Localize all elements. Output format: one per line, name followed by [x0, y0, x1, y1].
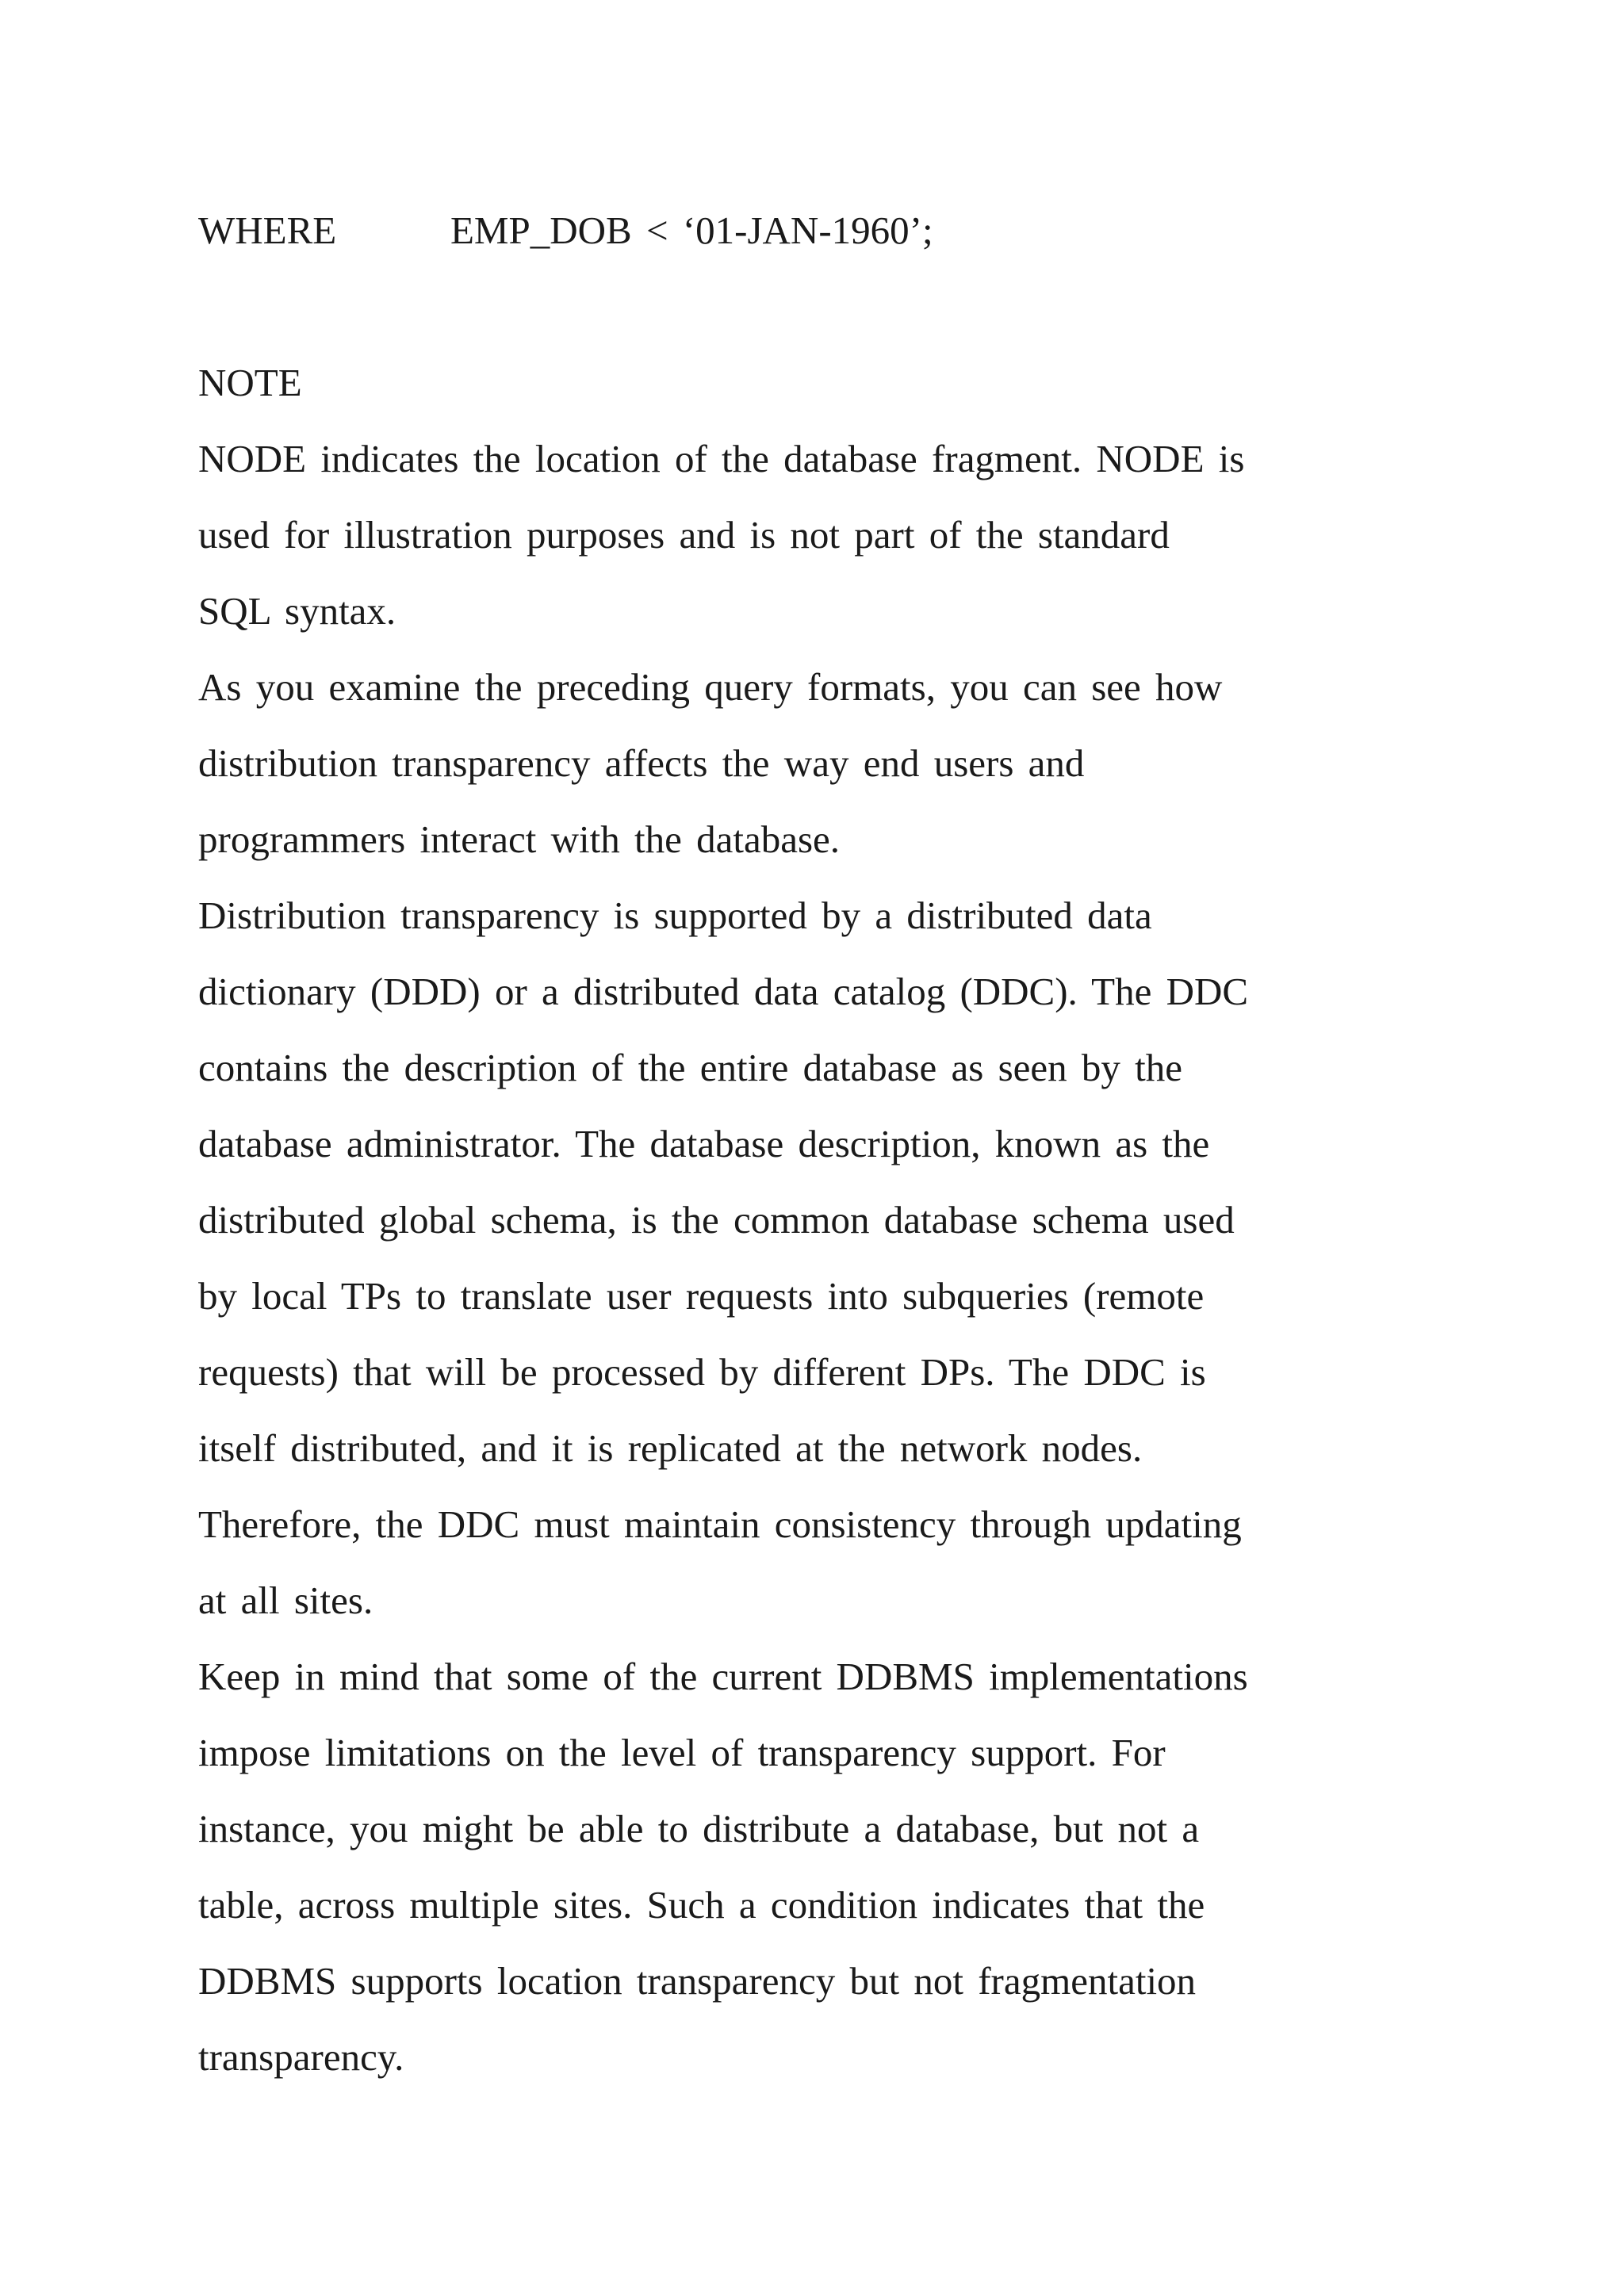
body-line: SQL syntax.: [198, 589, 396, 633]
sql-keyword: WHERE: [198, 209, 337, 252]
body-line: programmers interact with the database.: [198, 817, 841, 861]
body-line: by local TPs to translate user requests into subqueries (remote: [198, 1274, 1205, 1318]
body-line: database administrator. The database description, known as the: [198, 1122, 1210, 1165]
body-line: contains the description of the entire database as seen by the: [198, 1046, 1183, 1089]
body-line: transparency.: [198, 2035, 404, 2079]
body-line: Keep in mind that some of the current DDBMS implementations: [198, 1655, 1248, 1698]
body-line: Therefore, the DDC must maintain consistency through updating: [198, 1502, 1242, 1546]
body-line: at all sites.: [198, 1578, 373, 1622]
sql-where-clause: [198, 193, 1499, 269]
blank-line: [198, 269, 1499, 345]
body-line: impose limitations on the level of transparency support. For: [198, 1731, 1166, 1774]
body-line: used for illustration purposes and is not part of the standard: [198, 513, 1170, 557]
sql-condition: EMP_DOB < ‘01-JAN-1960’;: [450, 209, 933, 252]
note-heading: NOTE: [198, 361, 302, 404]
body-line: distributed global schema, is the common database schema used: [198, 1198, 1235, 1242]
body-line: distribution transparency affects the way end users and: [198, 741, 1085, 785]
body-line: table, across multiple sites. Such a condition indicates that the: [198, 1883, 1205, 1927]
body-line: As you examine the preceding query formats, you can see how: [198, 665, 1223, 709]
body-line: instance, you might be able to distribute a database, but not a: [198, 1807, 1200, 1850]
body-line: dictionary (DDD) or a distributed data catalog (DDC). The DDC: [198, 970, 1249, 1013]
body-line: NODE indicates the location of the database fragment. NODE is: [198, 437, 1245, 480]
body-line: requests) that will be processed by different DPs. The DDC is: [198, 1350, 1206, 1394]
body-line: itself distributed, and it is replicated at the network nodes.: [198, 1426, 1143, 1470]
body-line: Distribution transparency is supported by a distributed data: [198, 894, 1152, 937]
document-body: [198, 193, 1499, 2095]
body-line: DDBMS supports location transparency but not fragmentation: [198, 1959, 1197, 2003]
